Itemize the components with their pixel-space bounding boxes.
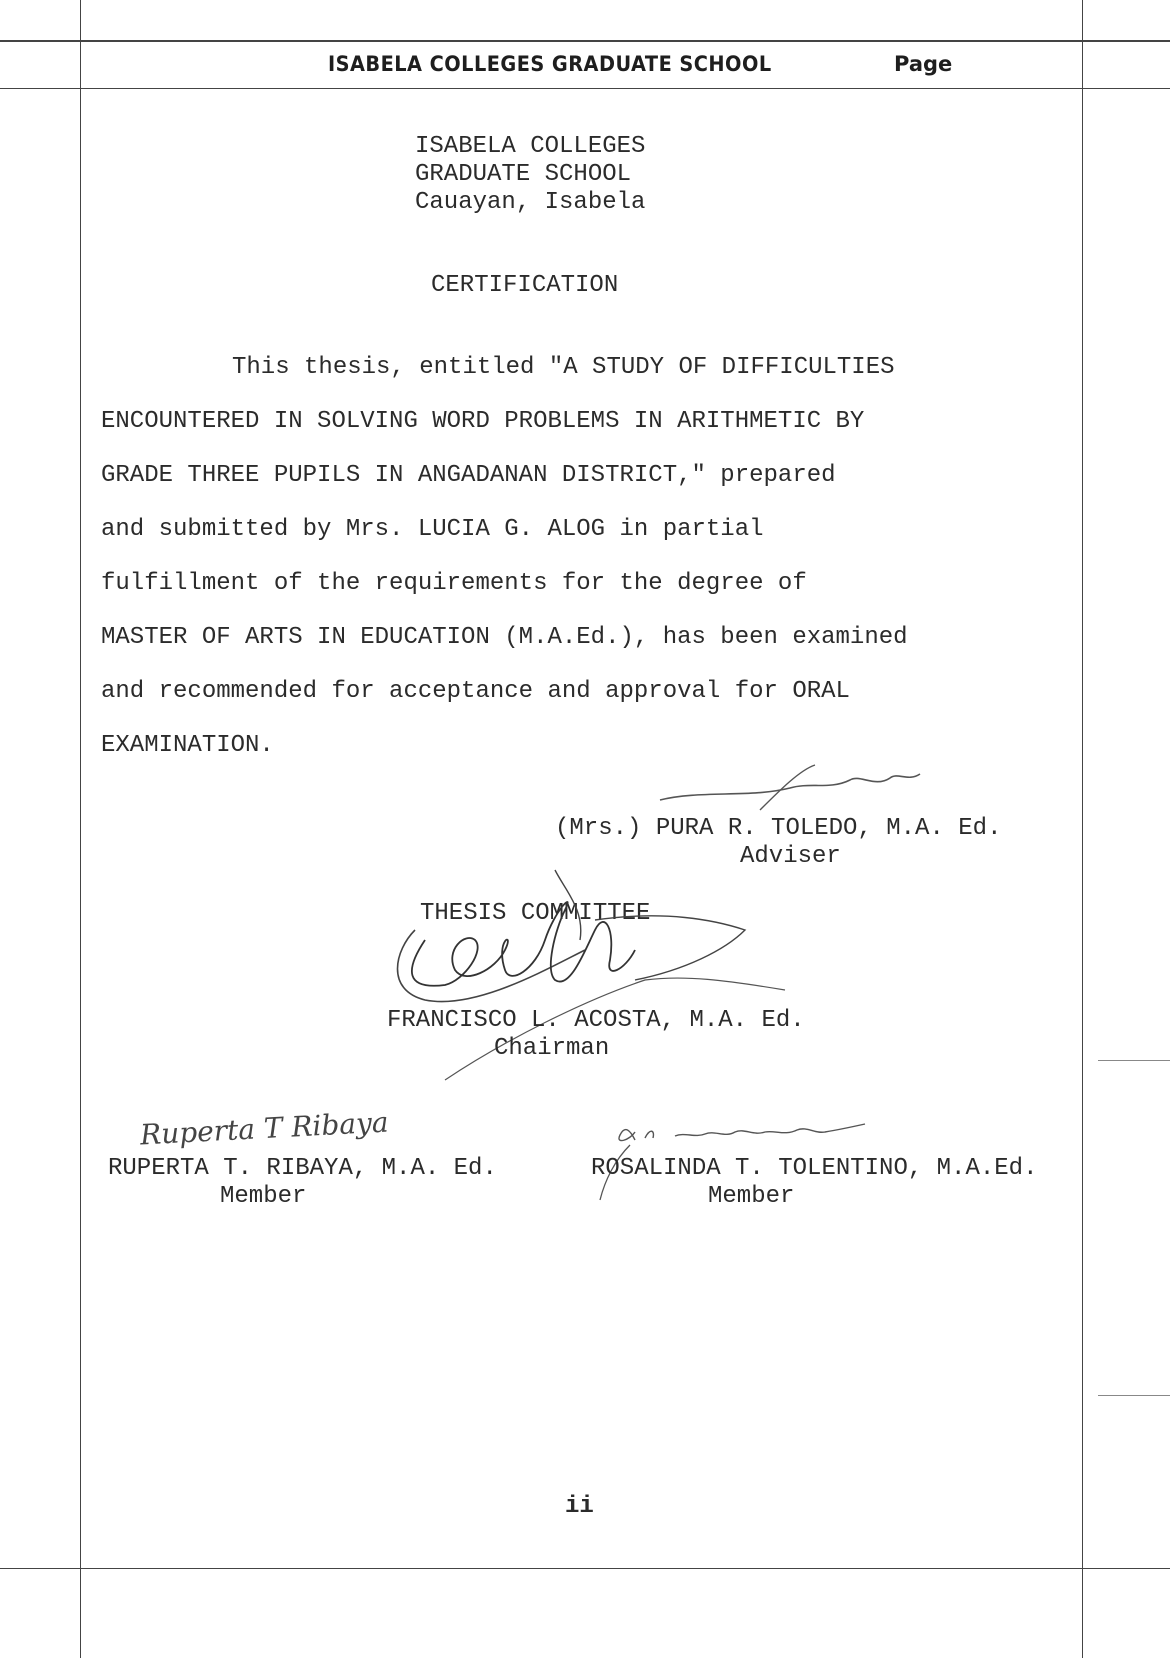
- committee-heading: THESIS COMMITTEE: [420, 900, 651, 927]
- adviser-signature: [640, 760, 940, 820]
- institution-school: GRADUATE SCHOOL: [415, 161, 632, 188]
- chairman-role: Chairman: [494, 1035, 610, 1062]
- member-2-role: Member: [708, 1183, 795, 1210]
- institution-location: Cauayan, Isabela: [415, 189, 646, 216]
- right-edge-tick-1: [1098, 1060, 1170, 1061]
- header-page-label: Page: [894, 52, 953, 76]
- adviser-role: Adviser: [740, 843, 841, 870]
- bottom-rule: [0, 1568, 1170, 1569]
- page-number: ii: [565, 1493, 594, 1520]
- body-line-8: EXAMINATION.: [101, 732, 274, 759]
- body-line-3: GRADE THREE PUPILS IN ANGADANAN DISTRICT," prepared: [101, 462, 836, 489]
- body-line-5: fulfillment of the requirements for the degree of: [101, 570, 807, 597]
- chairman-name: FRANCISCO L. ACOSTA, M.A. Ed.: [387, 1007, 805, 1034]
- member-1-role: Member: [220, 1183, 307, 1210]
- top-rule: [0, 40, 1170, 42]
- chairman-signature: [385, 870, 805, 1100]
- body-line-4: and submitted by Mrs. LUCIA G. ALOG in partial: [101, 516, 764, 543]
- member-1-name: RUPERTA T. RIBAYA, M.A. Ed.: [108, 1155, 497, 1182]
- member-2-name: ROSALINDA T. TOLENTINO, M.A.Ed.: [591, 1155, 1038, 1182]
- institution-name: ISABELA COLLEGES: [415, 133, 646, 160]
- body-line-7: and recommended for acceptance and approval for ORAL: [101, 678, 850, 705]
- body-line-6: MASTER OF ARTS IN EDUCATION (M.A.Ed.), has been examined: [101, 624, 908, 651]
- right-edge-tick-2: [1098, 1395, 1170, 1396]
- header-underline: [0, 88, 1170, 89]
- header-title: ISABELA COLLEGES GRADUATE SCHOOL: [328, 52, 772, 76]
- member-1-signature: Ruperta T Ribaya: [139, 1105, 390, 1152]
- body-line-1: This thesis, entitled "A STUDY OF DIFFICULTIES: [232, 354, 895, 381]
- certification-heading: CERTIFICATION: [431, 272, 619, 299]
- left-margin-rule: [80, 0, 81, 1658]
- body-line-2: ENCOUNTERED IN SOLVING WORD PROBLEMS IN ARITHMETIC BY: [101, 408, 865, 435]
- adviser-name: (Mrs.) PURA R. TOLEDO, M.A. Ed.: [555, 815, 1002, 842]
- right-margin-rule: [1082, 0, 1083, 1658]
